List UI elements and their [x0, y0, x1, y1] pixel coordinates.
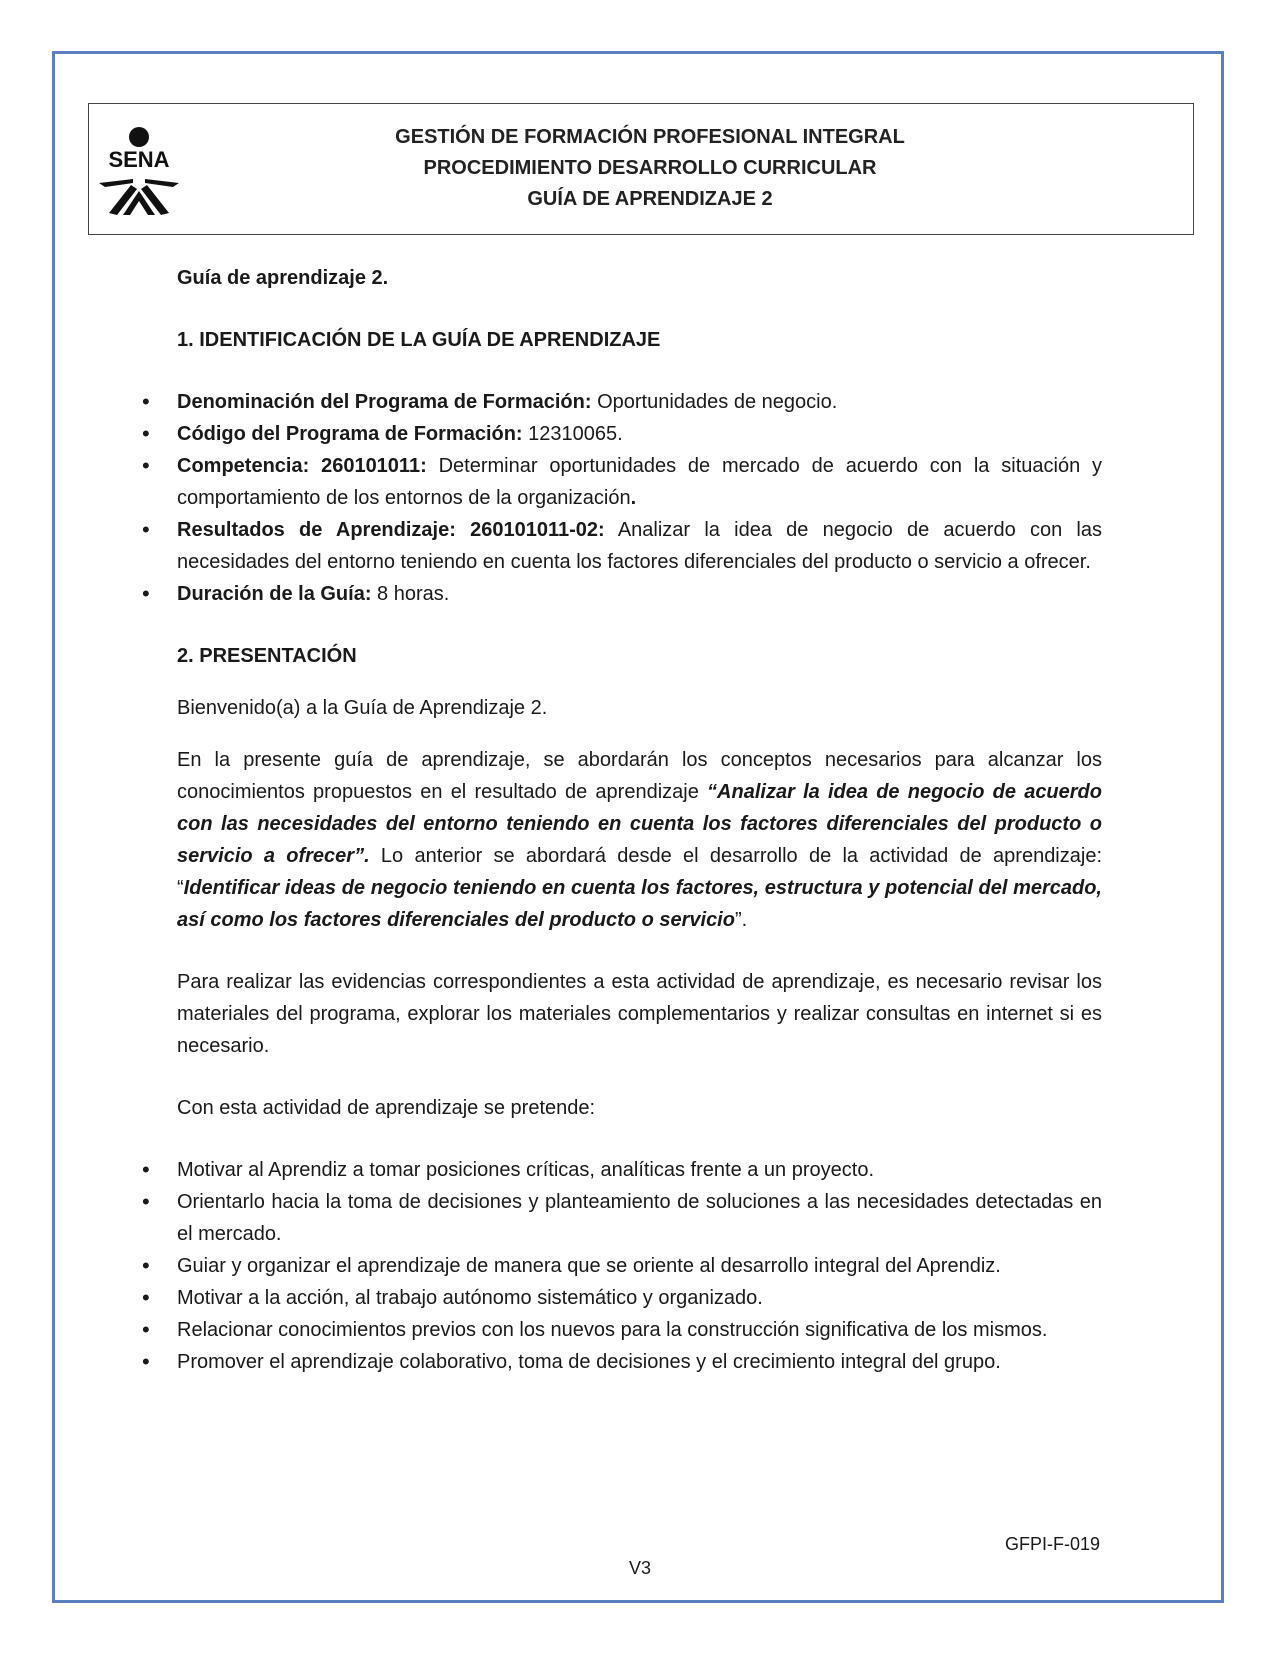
p1-end: ”.	[734, 909, 748, 931]
list-item	[177, 386, 1102, 418]
p1-intro: En la presente guía de aprendizaje, se abordarán los conceptos necesarios para alcanzar los conocimientos propuestos en el resultado de aprendizaje	[177, 749, 1102, 803]
goal-item: • Relacionar conocimientos previos con los nuevos para la construcción significativa de los mismos.	[177, 1314, 1102, 1346]
item-label: Duración de la Guía:	[177, 583, 372, 605]
goal-item: • Orientarlo hacia la toma de decisiones y planteamiento de soluciones a las necesidades detectadas en el mercado.	[177, 1186, 1102, 1250]
header-title-line-1: GESTIÓN DE FORMACIÓN PROFESIONAL INTEGRAL	[395, 126, 905, 148]
item-label: Competencia: 260101011:	[177, 455, 427, 477]
list-item	[177, 450, 1102, 514]
header-title-line-2: PROCEDIMIENTO DESARROLLO CURRICULAR	[423, 157, 877, 179]
item-label: Denominación del Programa de Formación:	[177, 391, 592, 413]
item-tail: .	[630, 487, 637, 509]
goals-intro: Con esta actividad de aprendizaje se pretende:	[177, 1097, 596, 1119]
header-titles	[300, 122, 1000, 215]
presentation-paragraph	[177, 744, 1102, 936]
p1-learning-result: “Analizar la idea de negocio de acuerdo con las necesidades del entorno teniendo en cuenta los factores diferenciales del producto o servicio a ofrecer”.	[177, 781, 1102, 867]
version-label: V3	[628, 1558, 652, 1578]
item-text: 12310065.	[522, 423, 623, 445]
item-label: Código del Programa de Formación:	[177, 423, 523, 445]
doc-title: Guía de aprendizaje 2.	[177, 267, 389, 289]
section-1-title: 1. IDENTIFICACIÓN DE LA GUÍA DE APRENDIZAJE	[177, 329, 661, 351]
list-item	[177, 418, 1102, 450]
identification-list	[177, 386, 1102, 610]
form-code: GFPI-F-019	[1005, 1534, 1101, 1554]
goal-item: • Promover el aprendizaje colaborativo, toma de decisiones y el crecimiento integral del grupo.	[177, 1346, 1102, 1378]
logo-text: SENA	[108, 147, 170, 172]
goal-item: • Guiar y organizar el aprendizaje de manera que se oriente al desarrollo integral del Aprendiz.	[177, 1250, 1102, 1282]
header-title-line-3: GUÍA DE APRENDIZAJE 2	[527, 188, 773, 210]
goals-list	[177, 1154, 1102, 1378]
welcome-text: Bienvenido(a) a la Guía de Aprendizaje 2.	[177, 697, 548, 719]
section-2-title: 2. PRESENTACIÓN	[177, 645, 357, 667]
p1-activity: Identificar ideas de negocio teniendo en cuenta los factores, estructura y potencial del mercado, así como los factores diferenciales del producto o servicio	[177, 877, 1102, 931]
item-text: Determinar oportunidades de mercado de acuerdo con la situación y comportamiento de los entornos de la organización	[177, 455, 1103, 509]
p1-middle: Lo anterior se abordará desde el desarrollo de la actividad de aprendizaje: “	[177, 845, 1103, 899]
list-item	[177, 514, 1102, 578]
item-text: Oportunidades de negocio.	[591, 391, 838, 413]
goal-item: • Motivar a la acción, al trabajo autónomo sistemático y organizado.	[177, 1282, 1102, 1314]
evidence-paragraph: Para realizar las evidencias correspondientes a esta actividad de aprendizaje, es necesario revisar los materiales del programa, explorar los materiales complementarios y realizar consultas en internet si es necesario.	[177, 971, 1102, 1057]
goal-item: • Motivar al Aprendiz a tomar posiciones críticas, analíticas frente a un proyecto.	[177, 1154, 1102, 1186]
item-text: Analizar la idea de negocio de acuerdo con las necesidades del entorno teniendo en cuenta los factores diferenciales del producto o servicio a ofrecer.	[177, 519, 1102, 573]
document-body	[177, 262, 1102, 1378]
sena-logo	[93, 125, 185, 217]
list-item	[177, 578, 1102, 610]
item-text: 8 horas.	[371, 583, 450, 605]
item-label: Resultados de Aprendizaje: 260101011-02:	[177, 519, 605, 541]
